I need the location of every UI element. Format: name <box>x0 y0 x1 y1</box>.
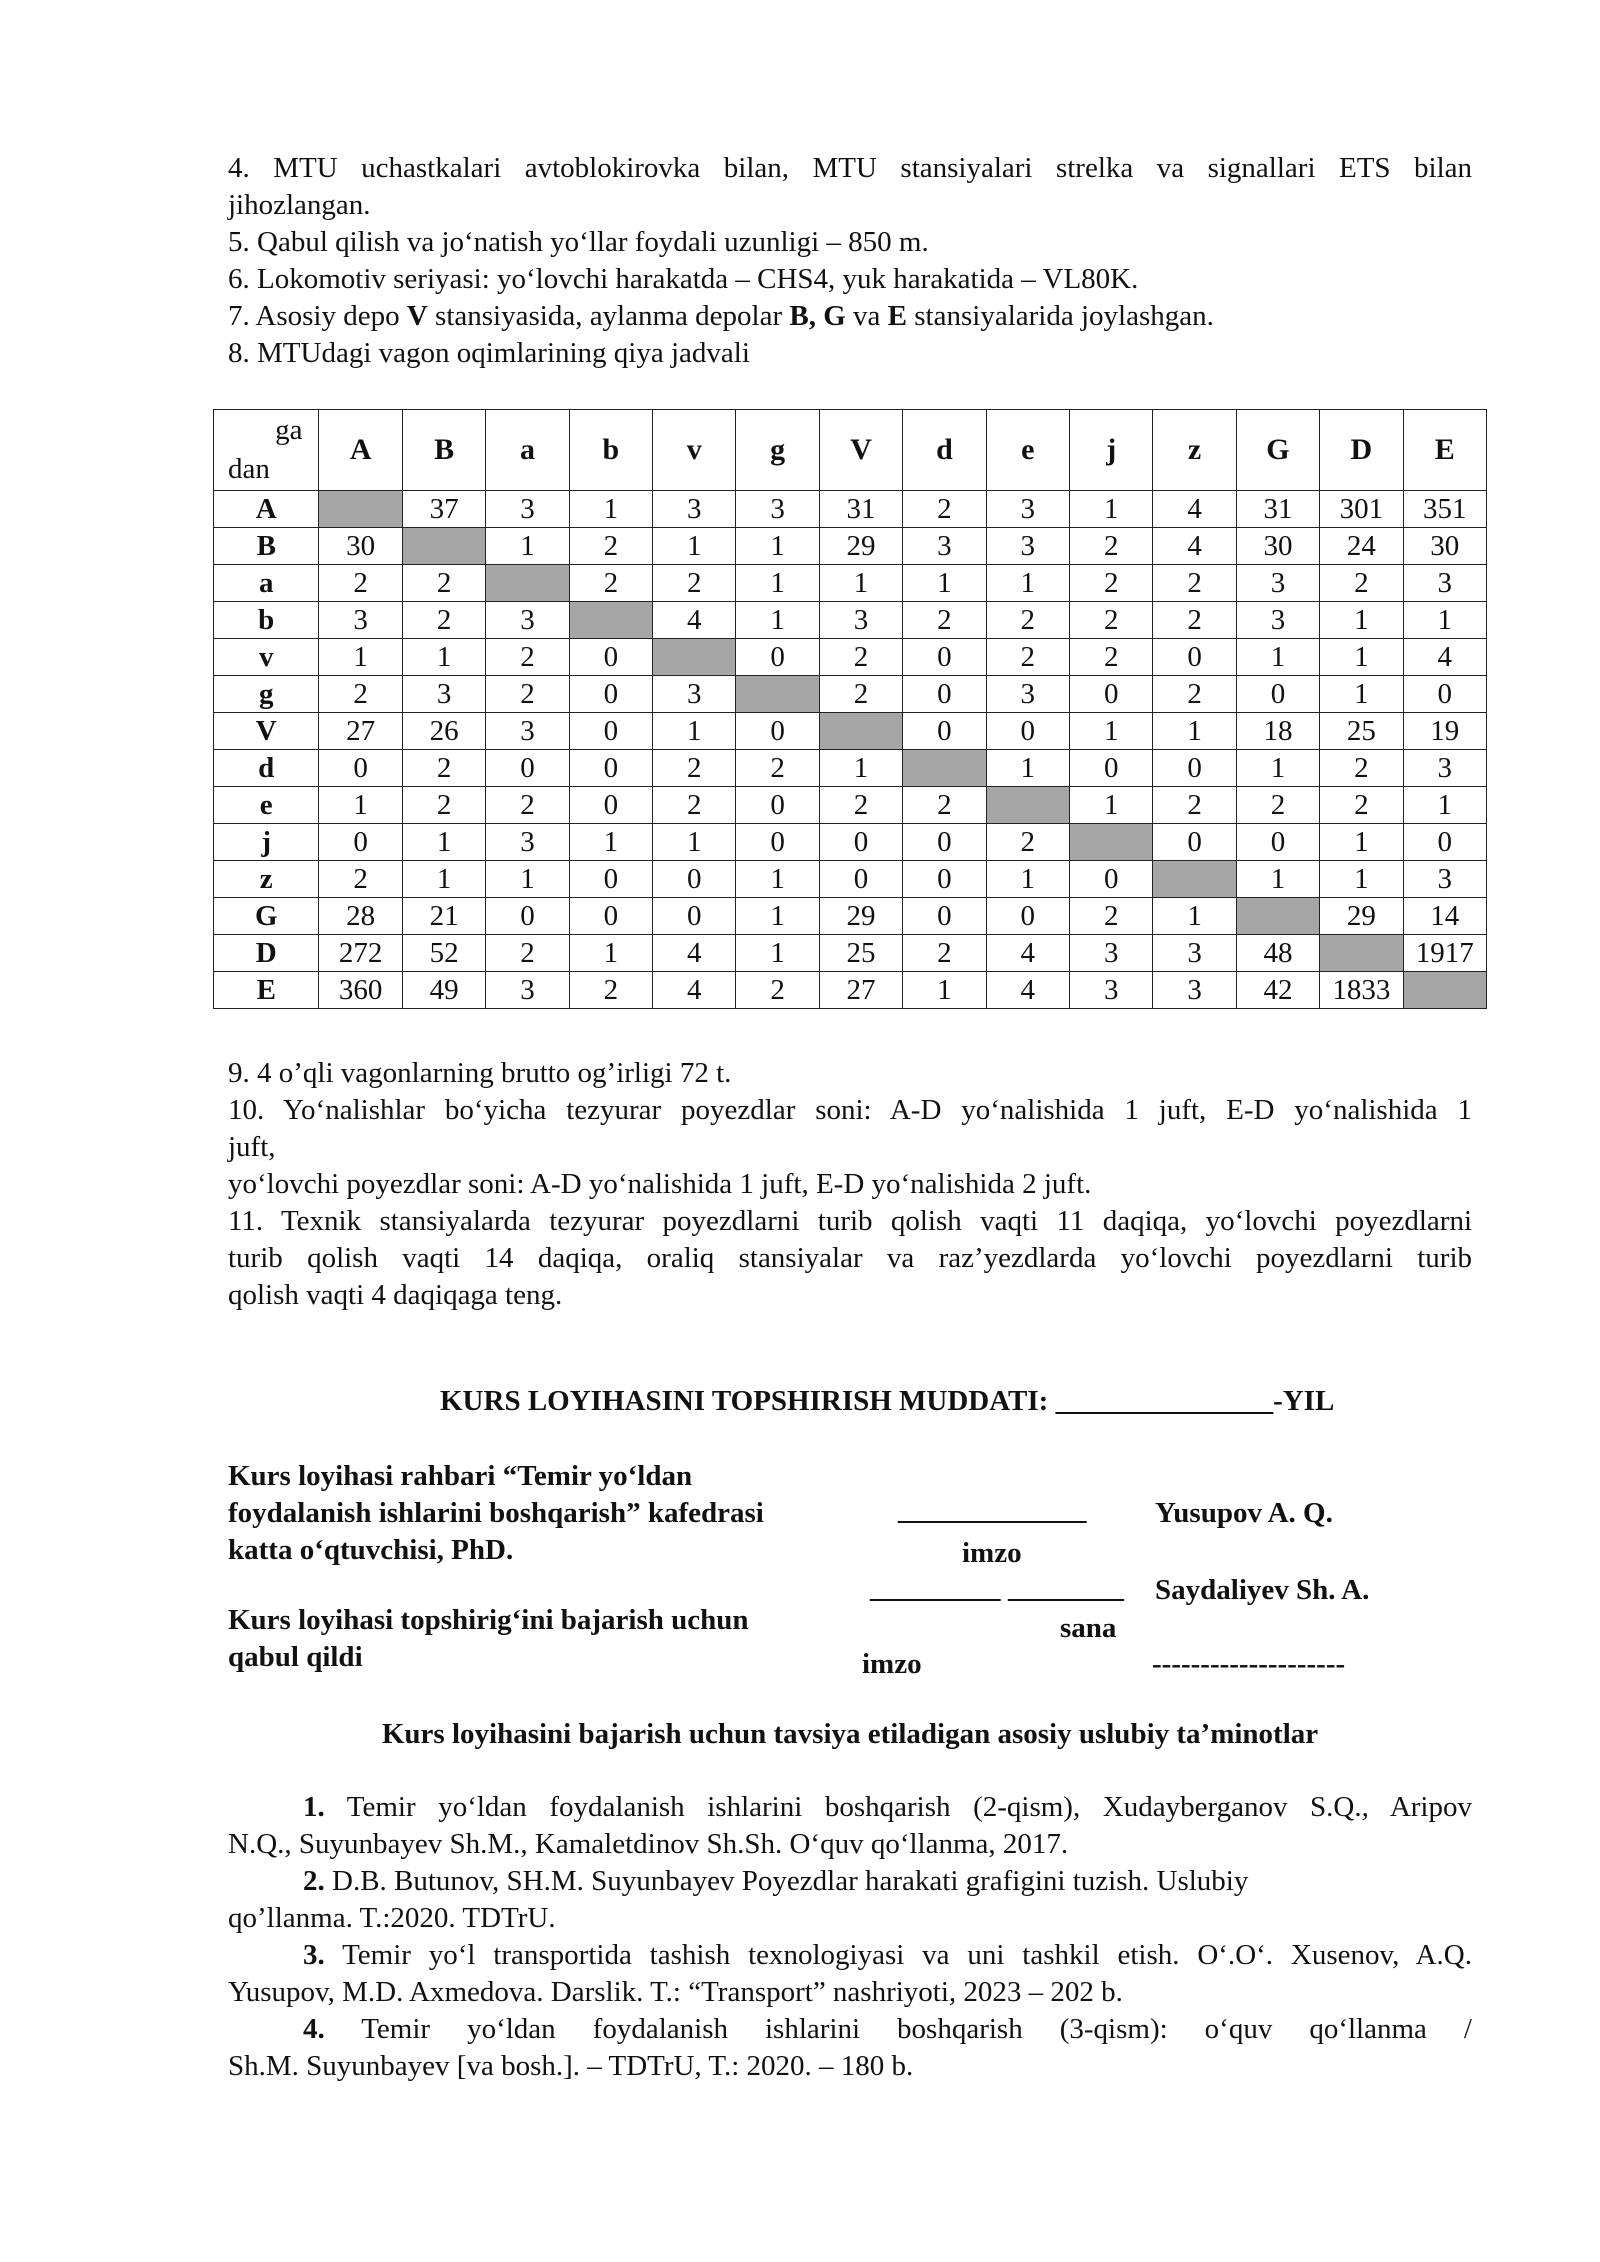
matrix-row <box>214 935 1487 972</box>
matrix-cell: 3 <box>986 676 1069 713</box>
matrix-column-header: v <box>653 410 736 491</box>
matrix-cell: 2 <box>653 787 736 824</box>
matrix-cell: 1 <box>1403 602 1486 639</box>
matrix-row <box>214 861 1487 898</box>
matrix-cell: 2 <box>1070 565 1153 602</box>
reference-4-text: Temir yo‘ldan foydalanish ishlarini boshqarish (3-qism): o‘quv qo‘llanma / <box>324 2013 1472 2045</box>
matrix-cell: 2 <box>486 787 569 824</box>
matrix-column-header: b <box>569 410 652 491</box>
matrix-cell: 3 <box>1153 972 1236 1009</box>
accepted-line-2: qabul qildi <box>228 1641 363 1673</box>
matrix-cell: 2 <box>1070 602 1153 639</box>
item-11-line-1: 11. Texnik stansiyalarda tezyurar poyezdlarni turib qolish vaqti 11 daqiqa, yo‘lovchi poyezdlarni <box>228 1205 1472 1237</box>
item-7-depot-main: V <box>406 300 428 332</box>
matrix-cell: 3 <box>903 528 986 565</box>
matrix-diagonal-cell <box>903 750 986 787</box>
matrix-cell: 0 <box>486 750 569 787</box>
matrix-cell: 1 <box>1236 639 1319 676</box>
matrix-cell: 31 <box>819 491 902 528</box>
matrix-cell: 2 <box>402 750 485 787</box>
matrix-cell: 2 <box>319 861 402 898</box>
matrix-cell: 2 <box>1153 565 1236 602</box>
matrix-cell: 0 <box>736 639 819 676</box>
matrix-cell: 1 <box>486 528 569 565</box>
matrix-cell: 3 <box>486 824 569 861</box>
matrix-cell: 4 <box>1153 528 1236 565</box>
matrix-cell: 2 <box>402 602 485 639</box>
matrix-cell: 1 <box>1403 787 1486 824</box>
matrix-cell: 0 <box>986 713 1069 750</box>
matrix-cell: 1 <box>1320 861 1403 898</box>
matrix-cell: 0 <box>1403 676 1486 713</box>
wagon-flow-matrix <box>213 409 1487 1009</box>
matrix-column-header: z <box>1153 410 1236 491</box>
matrix-cell: 2 <box>736 972 819 1009</box>
matrix-cell: 272 <box>319 935 402 972</box>
supervisor-line-1: Kurs loyihasi rahbari “Temir yo‘ldan <box>228 1460 693 1492</box>
matrix-cell: 24 <box>1320 528 1403 565</box>
matrix-cell: 0 <box>903 713 986 750</box>
item-7-depot-e: E <box>887 300 908 332</box>
accepted-line-1: Kurs loyihasi topshirig‘ini bajarish uchun <box>228 1604 749 1636</box>
matrix-diagonal-cell <box>1070 824 1153 861</box>
matrix-row <box>214 824 1487 861</box>
matrix-diagonal-cell <box>1320 935 1403 972</box>
matrix-cell: 2 <box>1236 787 1319 824</box>
matrix-cell: 3 <box>819 602 902 639</box>
matrix-cell: 29 <box>1320 898 1403 935</box>
matrix-diagonal-cell <box>319 491 402 528</box>
matrix-row-header: g <box>214 676 319 713</box>
supervisor-line-2: foydalanish ishlarini boshqarish” kafedrasi <box>228 1497 764 1529</box>
matrix-cell: 4 <box>653 972 736 1009</box>
matrix-cell: 27 <box>819 972 902 1009</box>
matrix-cell: 1 <box>736 898 819 935</box>
matrix-column-header: G <box>1236 410 1319 491</box>
matrix-cell: 1 <box>736 861 819 898</box>
matrix-cell: 52 <box>402 935 485 972</box>
matrix-cell: 3 <box>486 713 569 750</box>
matrix-cell: 1 <box>736 565 819 602</box>
matrix-cell: 3 <box>486 972 569 1009</box>
matrix-header-row <box>214 410 1487 491</box>
matrix-row-header: j <box>214 824 319 861</box>
matrix-cell: 1 <box>1320 824 1403 861</box>
acceptor-date-dashes: -------------------- <box>1152 1648 1346 1680</box>
item-4-line-1: 4. MTU uchastkalari avtoblokirovka bilan, MTU stansiyalari strelka va signallari ETS bilan <box>228 152 1472 184</box>
matrix-cell: 0 <box>1070 861 1153 898</box>
matrix-cell: 1 <box>903 565 986 602</box>
matrix-row <box>214 787 1487 824</box>
matrix-cell: 0 <box>903 639 986 676</box>
matrix-cell: 2 <box>1320 565 1403 602</box>
matrix-cell: 2 <box>1320 787 1403 824</box>
matrix-row <box>214 639 1487 676</box>
references-title: Kurs loyihasini bajarish uchun tavsiya etiladigan asosiy uslubiy ta’minotlar <box>381 1718 1319 1750</box>
reference-2-text: D.B. Butunov, SH.M. Suyunbayev Poyezdlar harakati grafigini tuzish. Uslubiy <box>324 1865 1249 1897</box>
reference-3-text: Temir yo‘l transportida tashish texnologiyasi va uni tashkil etish. O‘.O‘. Xusenov, A.Q. <box>324 1939 1472 1971</box>
matrix-cell: 2 <box>1153 602 1236 639</box>
matrix-cell: 30 <box>319 528 402 565</box>
matrix-cell: 2 <box>1153 787 1236 824</box>
matrix-cell: 2 <box>1070 528 1153 565</box>
matrix-column-header: e <box>986 410 1069 491</box>
matrix-cell: 3 <box>1070 972 1153 1009</box>
signature-line-supervisor: _____________ <box>898 1494 1087 1526</box>
matrix-cell: 1 <box>986 861 1069 898</box>
matrix-cell: 1 <box>653 824 736 861</box>
matrix-cell: 2 <box>736 750 819 787</box>
matrix-cell: 1 <box>903 972 986 1009</box>
matrix-row-header: v <box>214 639 319 676</box>
item-9: 9. 4 o’qli vagonlarning brutto og’irligi 72 t. <box>228 1057 732 1089</box>
matrix-cell: 2 <box>986 824 1069 861</box>
matrix-cell: 1 <box>1236 750 1319 787</box>
matrix-cell: 1 <box>736 935 819 972</box>
matrix-cell: 29 <box>819 528 902 565</box>
item-6: 6. Lokomotiv seriyasi: yo‘lovchi harakatda – CHS4, yuk harakatida – VL80K. <box>228 263 1139 295</box>
matrix-cell: 21 <box>402 898 485 935</box>
matrix-cell: 1 <box>986 750 1069 787</box>
matrix-column-header: V <box>819 410 902 491</box>
matrix-cell: 0 <box>569 639 652 676</box>
item-7-depots: B, G <box>789 300 846 332</box>
matrix-cell: 1 <box>402 639 485 676</box>
matrix-cell: 1 <box>986 565 1069 602</box>
matrix-cell: 0 <box>736 787 819 824</box>
supervisor-line-3: katta o‘qtuvchisi, PhD. <box>228 1534 514 1566</box>
matrix-cell: 3 <box>1403 750 1486 787</box>
matrix-cell: 4 <box>986 972 1069 1009</box>
matrix-row-header: b <box>214 602 319 639</box>
matrix-cell: 3 <box>1236 602 1319 639</box>
supervisor-name: Yusupov A. Q. <box>1155 1497 1333 1529</box>
matrix-diagonal-cell <box>1403 972 1486 1009</box>
matrix-cell: 2 <box>486 639 569 676</box>
matrix-row-header: d <box>214 750 319 787</box>
matrix-cell: 28 <box>319 898 402 935</box>
matrix-cell: 0 <box>486 898 569 935</box>
imzo-label-supervisor: imzo <box>962 1537 1022 1569</box>
matrix-cell: 1 <box>486 861 569 898</box>
matrix-cell: 0 <box>1070 676 1153 713</box>
matrix-row-header: a <box>214 565 319 602</box>
item-10-line-1: 10. Yo‘nalishlar bo‘yicha tezyurar poyezdlar soni: A-D yo‘nalishida 1 juft, E-D yo‘nalishida 1 <box>228 1094 1472 1126</box>
matrix-cell: 3 <box>1153 935 1236 972</box>
matrix-cell: 4 <box>1153 491 1236 528</box>
matrix-cell: 2 <box>819 787 902 824</box>
matrix-cell: 2 <box>1320 750 1403 787</box>
matrix-cell: 3 <box>986 491 1069 528</box>
matrix-cell: 2 <box>903 787 986 824</box>
matrix-cell: 25 <box>819 935 902 972</box>
matrix-cell: 3 <box>986 528 1069 565</box>
matrix-cell: 3 <box>1403 565 1486 602</box>
matrix-cell: 27 <box>319 713 402 750</box>
matrix-cell: 3 <box>1070 935 1153 972</box>
matrix-cell: 1 <box>736 528 819 565</box>
matrix-row-header: B <box>214 528 319 565</box>
reference-1-number: 1. <box>303 1791 325 1823</box>
matrix-column-header: j <box>1070 410 1153 491</box>
reference-2-line-2: qo’llanma. T.:2020. TDTrU. <box>228 1902 556 1934</box>
matrix-diagonal-cell <box>986 787 1069 824</box>
corner-ga-label: ga <box>275 414 303 446</box>
matrix-row <box>214 491 1487 528</box>
matrix-row <box>214 528 1487 565</box>
matrix-cell: 2 <box>569 528 652 565</box>
matrix-cell: 2 <box>402 787 485 824</box>
sana-label: sana <box>1060 1612 1117 1644</box>
matrix-cell: 14 <box>1403 898 1486 935</box>
reference-1-line-1 <box>228 1789 1472 1826</box>
matrix-cell: 0 <box>903 824 986 861</box>
matrix-column-header: A <box>319 410 402 491</box>
matrix-row <box>214 750 1487 787</box>
reference-3-line-1 <box>228 1937 1472 1974</box>
matrix-cell: 1 <box>319 639 402 676</box>
matrix-cell: 1 <box>319 787 402 824</box>
matrix-cell: 0 <box>903 861 986 898</box>
matrix-cell: 3 <box>1236 565 1319 602</box>
matrix-cell: 0 <box>736 713 819 750</box>
matrix-row-header: G <box>214 898 319 935</box>
matrix-cell: 0 <box>1403 824 1486 861</box>
matrix-row <box>214 972 1487 1009</box>
matrix-cell: 0 <box>903 898 986 935</box>
matrix-diagonal-cell <box>569 602 652 639</box>
matrix-cell: 2 <box>986 639 1069 676</box>
matrix-cell: 3 <box>1403 861 1486 898</box>
matrix-cell: 3 <box>402 676 485 713</box>
matrix-cell: 1 <box>1070 787 1153 824</box>
matrix-cell: 1 <box>653 528 736 565</box>
item-7-text-a: 7. Asosiy depo <box>228 300 407 332</box>
matrix-cell: 0 <box>903 676 986 713</box>
matrix-cell: 1 <box>1070 491 1153 528</box>
matrix-cell: 1 <box>1153 713 1236 750</box>
matrix-cell: 1 <box>819 565 902 602</box>
matrix-cell: 2 <box>486 676 569 713</box>
matrix-row-header: e <box>214 787 319 824</box>
signature-line-acceptor: _________ <box>870 1572 1001 1604</box>
matrix-diagonal-cell <box>402 528 485 565</box>
matrix-cell: 0 <box>1153 824 1236 861</box>
matrix-row-header: V <box>214 713 319 750</box>
item-10-line-2: juft, <box>228 1131 276 1163</box>
matrix-cell: 1 <box>402 824 485 861</box>
item-5: 5. Qabul qilish va jo‘natish yo‘llar foydali uzunligi – 850 m. <box>228 226 929 258</box>
matrix-diagonal-cell <box>736 676 819 713</box>
matrix-cell: 0 <box>1153 639 1236 676</box>
matrix-cell: 4 <box>653 935 736 972</box>
matrix-diagonal-cell <box>1153 861 1236 898</box>
matrix-column-header: g <box>736 410 819 491</box>
matrix-cell: 1 <box>819 750 902 787</box>
reference-3-number: 3. <box>303 1939 325 1971</box>
matrix-cell: 2 <box>653 750 736 787</box>
matrix-row <box>214 898 1487 935</box>
matrix-cell: 2 <box>569 972 652 1009</box>
matrix-cell: 30 <box>1403 528 1486 565</box>
matrix-row-header: E <box>214 972 319 1009</box>
matrix-column-header: B <box>402 410 485 491</box>
matrix-row <box>214 676 1487 713</box>
matrix-cell: 0 <box>653 861 736 898</box>
reference-4-line-2: Sh.M. Suyunbayev [va bosh.]. – TDTrU, T.: 2020. – 180 b. <box>228 2050 914 2082</box>
corner-dan-label: dan <box>228 453 270 485</box>
matrix-cell: 1 <box>569 935 652 972</box>
matrix-cell: 18 <box>1236 713 1319 750</box>
matrix-column-header: a <box>486 410 569 491</box>
matrix-cell: 0 <box>736 824 819 861</box>
matrix-cell: 3 <box>736 491 819 528</box>
matrix-diagonal-cell <box>486 565 569 602</box>
matrix-cell: 26 <box>402 713 485 750</box>
reference-1-text: Temir yo‘ldan foydalanish ishlarini boshqarish (2-qism), Xudayberganov S.Q., Aripov <box>324 1791 1472 1823</box>
matrix-cell: 4 <box>653 602 736 639</box>
matrix-cell: 25 <box>1320 713 1403 750</box>
matrix-cell: 3 <box>653 491 736 528</box>
deadline-line: KURS LOYIHASINI TOPSHIRISH MUDDATI: _______________-YIL <box>440 1385 1335 1417</box>
matrix-cell: 360 <box>319 972 402 1009</box>
item-11-line-3: qolish vaqti 4 daqiqaga teng. <box>228 1279 563 1311</box>
matrix-column-header: E <box>1403 410 1486 491</box>
matrix-row <box>214 602 1487 639</box>
matrix-row-header: D <box>214 935 319 972</box>
matrix-cell: 2 <box>1070 639 1153 676</box>
imzo-label-acceptor: imzo <box>862 1648 922 1680</box>
matrix-cell: 0 <box>819 824 902 861</box>
matrix-cell: 2 <box>819 676 902 713</box>
matrix-cell: 2 <box>653 565 736 602</box>
item-8: 8. MTUdagi vagon oqimlarining qiya jadvali <box>228 337 750 369</box>
matrix-cell: 2 <box>569 565 652 602</box>
matrix-corner-cell <box>214 410 319 491</box>
item-7-text-c: stansiyasida, aylanma depolar <box>427 300 790 332</box>
item-10-line-3: yo‘lovchi poyezdlar soni: A-D yo‘nalishida 1 juft, E-D yo‘nalishida 2 juft. <box>228 1168 1092 1200</box>
reference-4-number: 4. <box>303 2013 325 2045</box>
matrix-cell: 19 <box>1403 713 1486 750</box>
matrix-cell: 1833 <box>1320 972 1403 1009</box>
matrix-cell: 37 <box>402 491 485 528</box>
matrix-cell: 3 <box>486 491 569 528</box>
matrix-cell: 0 <box>569 787 652 824</box>
matrix-diagonal-cell <box>1236 898 1319 935</box>
matrix-cell: 42 <box>1236 972 1319 1009</box>
matrix-cell: 1 <box>1153 898 1236 935</box>
matrix-cell: 0 <box>569 676 652 713</box>
date-line-acceptor: ________ <box>1008 1572 1124 1604</box>
reference-2-number: 2. <box>303 1865 325 1897</box>
matrix-cell: 2 <box>1153 676 1236 713</box>
matrix-cell: 2 <box>319 676 402 713</box>
matrix-cell: 1 <box>569 491 652 528</box>
matrix-cell: 2 <box>319 565 402 602</box>
matrix-cell: 1 <box>402 861 485 898</box>
matrix-row-header: z <box>214 861 319 898</box>
matrix-body <box>214 491 1487 1009</box>
matrix-cell: 1 <box>736 602 819 639</box>
matrix-cell: 0 <box>569 861 652 898</box>
matrix-cell: 3 <box>486 602 569 639</box>
reference-2-line-1 <box>228 1863 1472 1900</box>
matrix-cell: 2 <box>903 491 986 528</box>
matrix-cell: 1 <box>569 824 652 861</box>
matrix-cell: 30 <box>1236 528 1319 565</box>
matrix-cell: 4 <box>1403 639 1486 676</box>
matrix-cell: 1917 <box>1403 935 1486 972</box>
matrix-cell: 0 <box>1153 750 1236 787</box>
matrix-cell: 0 <box>819 861 902 898</box>
item-7-text-e: va <box>845 300 888 332</box>
matrix-column-header: D <box>1320 410 1403 491</box>
matrix-cell: 3 <box>653 676 736 713</box>
matrix-cell: 0 <box>319 824 402 861</box>
matrix-cell: 48 <box>1236 935 1319 972</box>
matrix-cell: 0 <box>319 750 402 787</box>
matrix-cell: 0 <box>653 898 736 935</box>
matrix-diagonal-cell <box>653 639 736 676</box>
acceptor-name: Saydaliyev Sh. A. <box>1155 1574 1370 1606</box>
matrix-cell: 0 <box>569 750 652 787</box>
matrix-cell: 1 <box>1320 676 1403 713</box>
matrix-cell: 2 <box>819 639 902 676</box>
reference-4-line-1 <box>228 2011 1472 2048</box>
matrix-cell: 2 <box>986 602 1069 639</box>
matrix-cell: 2 <box>486 935 569 972</box>
matrix-row <box>214 713 1487 750</box>
matrix-cell: 0 <box>1236 676 1319 713</box>
matrix-cell: 0 <box>986 898 1069 935</box>
matrix-cell: 1 <box>1320 639 1403 676</box>
matrix-column-header: d <box>903 410 986 491</box>
item-7-text-g: stansiyalarida joylashgan. <box>907 300 1214 332</box>
matrix-cell: 301 <box>1320 491 1403 528</box>
matrix-cell: 2 <box>1070 898 1153 935</box>
matrix-cell: 2 <box>903 935 986 972</box>
matrix-cell: 0 <box>1070 750 1153 787</box>
matrix-cell: 4 <box>986 935 1069 972</box>
matrix-cell: 1 <box>653 713 736 750</box>
reference-3-line-2: Yusupov, M.D. Axmedova. Darslik. T.: “Transport” nashriyoti, 2023 – 202 b. <box>228 1976 1123 2008</box>
matrix-cell: 1 <box>1236 861 1319 898</box>
matrix-cell: 0 <box>569 713 652 750</box>
matrix-diagonal-cell <box>819 713 902 750</box>
reference-1-line-2: N.Q., Suyunbayev Sh.M., Kamaletdinov Sh.Sh. O‘quv qo‘llanma, 2017. <box>228 1828 1069 1860</box>
matrix-cell: 0 <box>569 898 652 935</box>
matrix-cell: 49 <box>402 972 485 1009</box>
matrix-row <box>214 565 1487 602</box>
matrix-cell: 29 <box>819 898 902 935</box>
matrix-cell: 2 <box>402 565 485 602</box>
matrix-cell: 1 <box>1070 713 1153 750</box>
matrix-cell: 351 <box>1403 491 1486 528</box>
matrix-cell: 31 <box>1236 491 1319 528</box>
matrix-cell: 0 <box>1236 824 1319 861</box>
matrix-cell: 3 <box>319 602 402 639</box>
matrix-cell: 1 <box>1320 602 1403 639</box>
item-4-line-2: jihozlangan. <box>228 189 371 221</box>
matrix-row-header: A <box>214 491 319 528</box>
item-11-line-2: turib qolish vaqti 14 daqiqa, oraliq stansiyalar va raz’yezdlarda yo‘lovchi poyezdlarni turib <box>228 1242 1472 1274</box>
item-7 <box>228 298 1472 335</box>
matrix-cell: 2 <box>903 602 986 639</box>
